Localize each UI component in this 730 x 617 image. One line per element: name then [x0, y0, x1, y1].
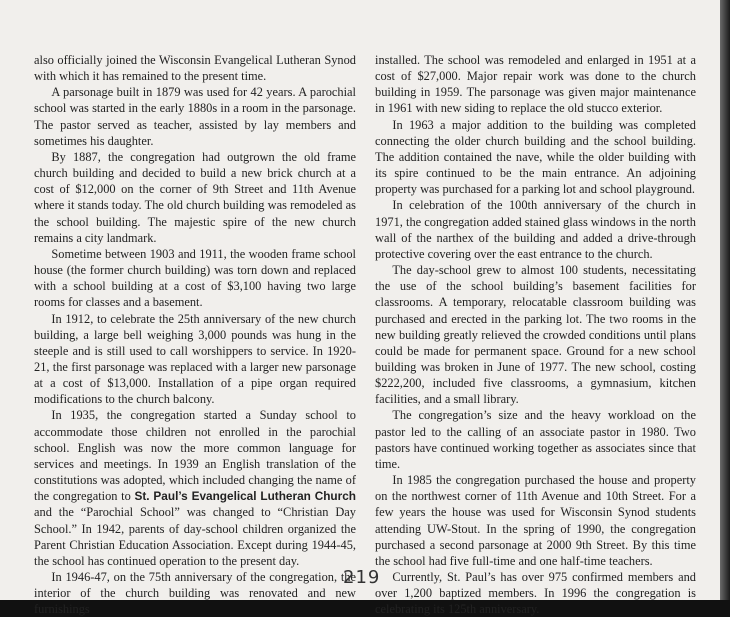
paragraph: In celebration of the 100th anniversary of the church in 1971, the congregation added stained glass windows in the north wall of the narthex of the building and added a drive-through protective covering over the east entrance to the church.	[375, 198, 696, 261]
paragraph: also officially joined the Wisconsin Evangelical Lutheran Synod with which it has remained to the present time.	[34, 53, 356, 84]
paragraph	[34, 407, 356, 569]
paragraph: In 1946-47, on the 75th anniversary of the congregation, the interior of the church building was renovated and new furnishings	[34, 570, 356, 617]
right-column	[375, 52, 696, 617]
left-column	[34, 52, 356, 617]
paragraph: The day-school grew to almost 100 students, necessitating the use of the school building’s basement facilities for classrooms. A temporary, relocatable classroom building was purchased and erected in the parking lot. The two rooms in the new building greatly relieved the crowded conditions until plans could be made for permanent space. Ground for a new school building was broken in June of 1977. The new school, costing $222,200, included five classrooms, a gymnasium, kitchen facilities, and a small library.	[375, 263, 696, 407]
church-name-bold: St. Paul’s Evangelical Lutheran Church	[134, 489, 357, 504]
paragraph: In 1985 the congregation purchased the house and property on the northwest corner of 11th Avenue and 10th Street. For a few years the house was used for Wisconsin Synod students attending UW-Stout. In the spring of 1990, the congregation purchased a second parsonage at 2000 9th Street. By this time the school had five full-time and one half-time teachers.	[375, 473, 696, 568]
paragraph: installed. The school was remodeled and enlarged in 1951 at a cost of $27,000. Major repair work was done to the church building in 1959. The parsonage was given major maintenance in 1961 with new siding to replace the old stucco exterior.	[375, 53, 696, 116]
paragraph-text: and the “Parochial School” was changed to “Christian Day School.” In 1942, parents of day-school children organized the Parent Christian Education Association. Except during 1944-45, the school has continued operation to the present day.	[34, 505, 356, 568]
paragraph: The congregation’s size and the heavy workload on the pastor led to the calling of an associate pastor in 1980. Two pastors have continued working together as associates since that time.	[375, 408, 696, 471]
paragraph: Currently, St. Paul’s has over 975 confirmed members and over 1,200 baptized members. In 1996 the congregation is celebrating its 125th anniversary.	[375, 570, 696, 617]
paragraph-text: In 1935, the congregation started a Sunday school to accommodate those children not enrolled in the parochial school. English was now the more common language for services and meetings. In 1939 an English translation of the constitutions was adopted, which included changing the name of the congregation to	[34, 408, 356, 504]
page-number: 219	[343, 567, 381, 588]
paragraph: By 1887, the congregation had outgrown the old frame church building and decided to build a new brick church at a cost of $12,000 on the corner of 9th Street and 11th Avenue where it stands today. The old church building was remodeled as the school building. The majestic spire of the new church remains a city landmark.	[34, 149, 356, 245]
paragraph: In 1912, to celebrate the 25th anniversary of the new church building, a large bell weighing 3,000 pounds was hung in the steeple and is still used to call worshippers to service. In 1920-21, the first parsonage was replaced with a larger new parsonage at a cost of $13,000. Installation of a pipe organ required modifications to the church balcony.	[34, 311, 356, 407]
paragraph: A parsonage built in 1879 was used for 42 years. A parochial school was started in the early 1880s in a room in the parsonage. The pastor served as teacher, assisted by lay members and sometimes his daughter.	[34, 85, 356, 148]
paragraph: Sometime between 1903 and 1911, the wooden frame school house (the former church building) was torn down and replaced with a school building at a cost of $3,100 having two large rooms for classes and a basement.	[34, 246, 356, 310]
paragraph: In 1963 a major addition to the building was completed connecting the older church building and the school building. The addition contained the nave, while the older building with its spire continued to be the main entrance. An adjoining property was purchased for a parking lot and school playground.	[375, 117, 696, 197]
page-edge-shadow	[720, 0, 730, 600]
